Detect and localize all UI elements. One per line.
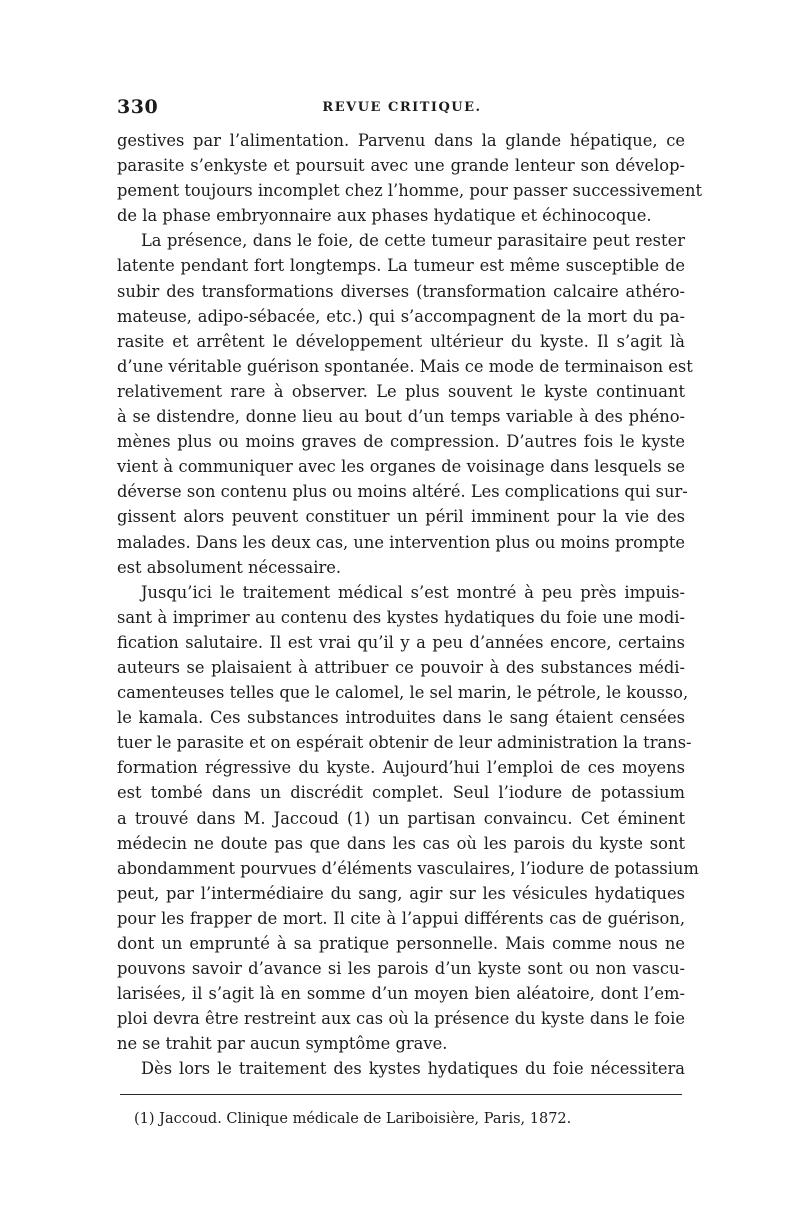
text-line: ne se trahit par aucun symptôme grave.	[117, 1034, 448, 1054]
text-line: d’une véritable guérison spontanée. Mais ce mode de terminaison est	[117, 356, 693, 376]
footnote-divider	[120, 1094, 682, 1095]
text-line: formation régressive du kyste. Aujourd’hui l’emploi de ces moyens	[117, 758, 685, 778]
text-line: pour les frapper de mort. Il cite à l’appui différents cas de guérison,	[117, 908, 685, 928]
text-line: relativement rare à observer. Le plus souvent le kyste continuant	[117, 381, 685, 401]
text-line: a trouvé dans M. Jaccoud (1) un partisan convaincu. Cet éminent	[117, 808, 685, 828]
text-line: ploi devra être restreint aux cas où la présence du kyste dans le foie	[117, 1009, 685, 1029]
text-line: La présence, dans le foie, de cette tumeur parasitaire peut rester	[141, 231, 685, 251]
text-line: Dès lors le traitement des kystes hydatiques du foie nécessitera	[141, 1059, 685, 1079]
text-line: parasite s’enkyste et poursuit avec une grande lenteur son dévelop-	[117, 156, 685, 176]
running-title: REVUE CRITIQUE.	[322, 100, 482, 115]
text-line: larisées, il s’agit là en somme d’un moyen bien aléatoire, dont l’em-	[117, 984, 685, 1004]
text-line: déverse son contenu plus ou moins altéré. Les complications qui sur-	[117, 482, 688, 502]
text-line: tuer le parasite et on espérait obtenir de leur administration la trans-	[117, 733, 692, 753]
text-line: à se distendre, donne lieu au bout d’un temps variable à des phéno-	[117, 407, 685, 427]
text-line: mènes plus ou moins graves de compression. D’autres fois le kyste	[117, 432, 685, 452]
body-text	[117, 128, 703, 1082]
text-line: dont un emprunté à sa pratique personnelle. Mais comme nous ne	[117, 934, 685, 953]
text-line: subir des transformations diverses (transformation calcaire athéro-	[117, 281, 685, 301]
footnote: (1) Jaccoud. Clinique médicale de Lariboisière, Paris, 1872.	[134, 1111, 572, 1127]
page-header	[117, 96, 687, 124]
text-line: auteurs se plaisaient à attribuer ce pouvoir à des substances médi-	[117, 657, 685, 677]
text-line: malades. Dans les deux cas, une intervention plus ou moins prompte	[117, 532, 685, 552]
text-line: gissent alors peuvent constituer un péril imminent pour la vie des	[117, 507, 685, 527]
text-line: sant à imprimer au contenu des kystes hydatiques du foie une modi-	[117, 607, 685, 627]
text-line: peut, par l’intermédiaire du sang, agir sur les vésicules hydatiques	[117, 883, 685, 903]
text-line: latente pendant fort longtemps. La tumeur est même susceptible de	[117, 256, 685, 276]
text-line: vient à communiquer avec les organes de voisinage dans lesquels se	[117, 457, 685, 477]
text-line: pement toujours incomplet chez l’homme, pour passer successivement	[117, 181, 703, 201]
text-line: Jusqu’ici le traitement médical s’est montré à peu près impuis-	[141, 582, 685, 602]
text-line: camenteuses telles que le calomel, le sel marin, le pétrole, le kousso,	[117, 683, 689, 703]
text-line: de la phase embryonnaire aux phases hydatique et échinocoque.	[117, 206, 652, 226]
text-line: pouvons savoir d’avance si les parois d’un kyste sont ou non vascu-	[117, 959, 685, 979]
text-line: abondamment pourvues d’éléments vasculaires, l’iodure de potassium	[117, 858, 699, 878]
text-line: fication salutaire. Il est vrai qu’il y a peu d’années encore, certains	[117, 632, 685, 652]
text-line: gestives par l’alimentation. Parvenu dans la glande hépatique, ce	[117, 131, 685, 150]
text-line: le kamala. Ces substances introduites dans le sang étaient censées	[117, 708, 685, 728]
text-line: est tombé dans un discrédit complet. Seul l’iodure de potassium	[117, 783, 685, 803]
text-line: mateuse, adipo-sébacée, etc.) qui s’accompagnent de la mort du pa-	[117, 306, 685, 326]
text-line: médecin ne doute pas que dans les cas où les parois du kyste sont	[117, 833, 685, 853]
text-line: rasite et arrêtent le développement ultérieur du kyste. Il s’agit là	[117, 331, 685, 351]
page-number: 330	[117, 96, 159, 118]
text-line: est absolument nécessaire.	[117, 557, 342, 577]
